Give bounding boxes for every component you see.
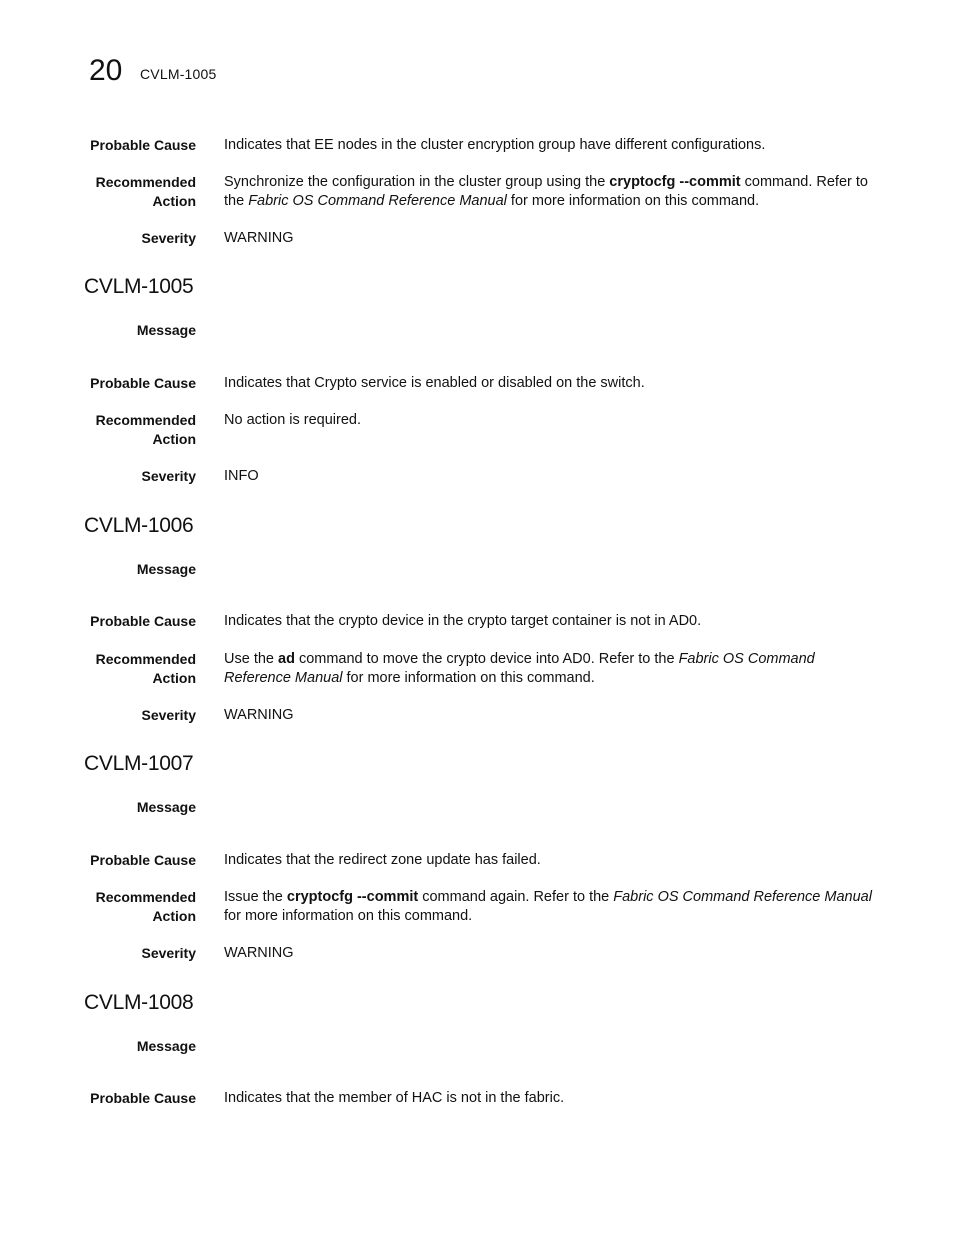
severity-value: INFO — [224, 468, 259, 484]
message-label: Message — [136, 561, 196, 577]
probable-cause-label: Probable Cause — [90, 852, 196, 868]
command-name: ad — [278, 651, 295, 667]
message-label: Message — [136, 799, 196, 815]
severity-label: Severity — [141, 945, 196, 961]
severity-label: Severity — [141, 230, 196, 246]
probable-cause-label: Probable Cause — [90, 375, 196, 391]
probable-cause-label: Probable Cause — [90, 1090, 196, 1106]
manual-title: Fabric OS Command Reference Manual — [224, 651, 815, 686]
probable-cause-text: Indicates that EE nodes in the cluster encryption group have different configurations. — [224, 137, 766, 153]
probable-cause-text: Indicates that Crypto service is enabled or disabled on the switch. — [224, 375, 645, 391]
manual-title: Fabric OS Command Reference Manual — [248, 192, 507, 209]
probable-cause-label: Probable Cause — [90, 137, 196, 153]
recommended-action-text: Use the ad command to move the crypto device into AD0. Refer to the Fabric OS Command Reference Manual for more information on this command. — [224, 651, 815, 686]
section-heading: CVLM-1008 — [84, 991, 194, 1014]
severity-value: WARNING — [224, 707, 294, 723]
chapter-number: 20 — [89, 54, 123, 87]
probable-cause-text: Indicates that the member of HAC is not in the fabric. — [224, 1090, 565, 1106]
recommended-action-label: Recommended Action — [95, 174, 196, 209]
recommended-action-text: Issue the cryptocfg --commit command again. Refer to the Fabric OS Command Reference Manual for more information on this command. — [224, 889, 872, 924]
probable-cause-text: Indicates that the crypto device in the crypto target container is not in AD0. — [224, 613, 702, 629]
recommended-action-label: Recommended Action — [95, 412, 196, 447]
severity-label: Severity — [141, 468, 196, 484]
recommended-action-label: Recommended Action — [95, 651, 196, 686]
command-name: cryptocfg --commit — [609, 174, 741, 190]
running-title: CVLM-1005 — [140, 66, 217, 82]
recommended-action-text: No action is required. — [224, 412, 362, 428]
section-heading: CVLM-1007 — [84, 752, 194, 775]
recommended-action-text: Synchronize the configuration in the cluster group using the cryptocfg --commit command. Refer to the Fabric OS Command Reference Manual for more information on this command. — [224, 174, 868, 209]
message-label: Message — [136, 1038, 196, 1054]
probable-cause-text: Indicates that the redirect zone update has failed. — [224, 852, 541, 868]
severity-value: WARNING — [224, 230, 294, 246]
severity-label: Severity — [141, 707, 196, 723]
message-label: Message — [136, 322, 196, 338]
severity-value: WARNING — [224, 945, 294, 961]
probable-cause-label: Probable Cause — [90, 613, 196, 629]
command-name: cryptocfg --commit — [286, 889, 419, 905]
recommended-action-label: Recommended Action — [95, 889, 196, 924]
manual-title: Fabric OS Command Reference Manual — [613, 889, 872, 905]
section-heading: CVLM-1006 — [84, 514, 194, 537]
section-heading: CVLM-1005 — [84, 275, 194, 298]
